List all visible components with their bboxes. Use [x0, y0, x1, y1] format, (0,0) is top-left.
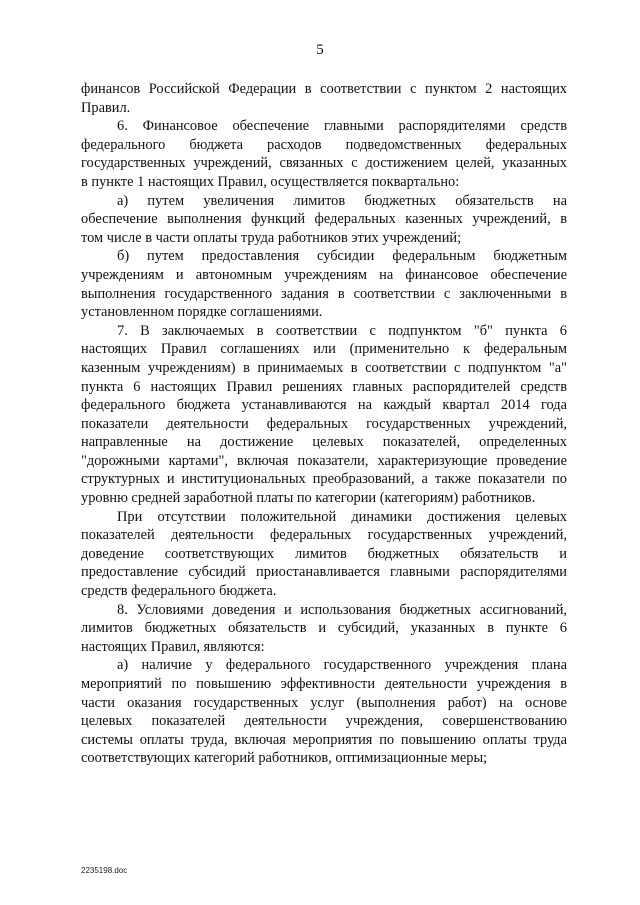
text-line: настоящих Правил соглашениях или (применительно к федеральным — [81, 341, 567, 358]
text-line: части оказания государственных услуг (выполнения работ) на основе — [81, 694, 567, 711]
document-body — [81, 80, 567, 768]
text-line: соответствующих категорий работников, оптимизационные меры; — [81, 750, 488, 767]
text-line: показатели деятельности федеральных государственных учреждений, — [81, 415, 567, 432]
text-line: мероприятий по повышению эффективности деятельности учреждения в — [81, 676, 567, 692]
text-line: казенным учреждениям) в принимаемых в соответствии с подпунктом "а" — [81, 359, 567, 376]
text-line: целевых показателей деятельности учреждения, совершенствованию — [81, 713, 567, 730]
text-line: пункта 6 настоящих Правил решениях главных распорядителей средств — [81, 378, 567, 395]
text-line: в пункте 1 настоящих Правил, осуществляется поквартально: — [81, 173, 460, 190]
text-line: учреждениям и автономным учреждениям на финансовое обеспечение — [81, 266, 567, 283]
text-line: а) наличие у федерального государственного учреждения плана — [117, 657, 567, 674]
text-line: 8. Условиями доведения и использования бюджетных ассигнований, — [117, 601, 567, 618]
text-line: 7. В заключаемых в соответствии с подпунктом "б" пункта 6 — [117, 322, 567, 339]
text-line: обеспечение выполнения функций федеральных казенных учреждений, в — [81, 211, 567, 228]
text-line: системы оплаты труда, включая мероприятия по повышению оплаты труда — [81, 731, 567, 748]
text-line: доведение соответствующих лимитов бюджетных обязательств и — [81, 545, 567, 562]
text-line: выполнения государственного задания в соответствии с заключенными в — [81, 285, 567, 302]
text-line: направленные на достижение целевых показателей, определенных — [81, 434, 567, 451]
text-line: показателей деятельности федеральных государственных учреждений, — [81, 527, 567, 544]
text-line: государственных учреждений, связанных с достижением целей, указанных — [81, 155, 567, 172]
text-line: средств федерального бюджета. — [81, 583, 277, 600]
text-line: б) путем предоставления субсидии федеральным бюджетным — [117, 248, 567, 265]
text-line: 6. Финансовое обеспечение главными распорядителями средств — [117, 118, 567, 135]
text-line: том числе в части оплаты труда работников этих учреждений; — [81, 229, 462, 246]
page-number: 5 — [316, 42, 324, 58]
file-name-footer: 2235198.doc — [81, 866, 128, 875]
text-line: федерального бюджета расходов подведомственных федеральных — [81, 136, 567, 153]
text-line: финансов Российской Федерации в соответствии с пунктом 2 настоящих — [81, 81, 567, 97]
text-line: а) путем увеличения лимитов бюджетных обязательств на — [117, 192, 567, 209]
text-line: При отсутствии положительной динамики достижения целевых — [117, 508, 567, 525]
text-line: Правил. — [81, 99, 131, 116]
text-line: предоставление субсидий приостанавливается главными распорядителями — [81, 564, 567, 581]
text-line: установленном порядке соглашениями. — [81, 304, 323, 321]
text-line: уровню средней заработной платы по категории (категориям) работников. — [81, 490, 536, 507]
text-line: настоящих Правил, являются: — [81, 638, 265, 655]
text-line: "дорожными картами", включая показатели, характеризующие проведение — [81, 452, 567, 469]
text-line: федерального бюджета устанавливаются на каждый квартал 2014 года — [81, 397, 567, 414]
text-line: лимитов бюджетных обязательств и субсидий, указанных в пункте 6 — [81, 620, 567, 637]
text-line: структурных и институциональных преобразований, а также показатели по — [81, 471, 567, 488]
